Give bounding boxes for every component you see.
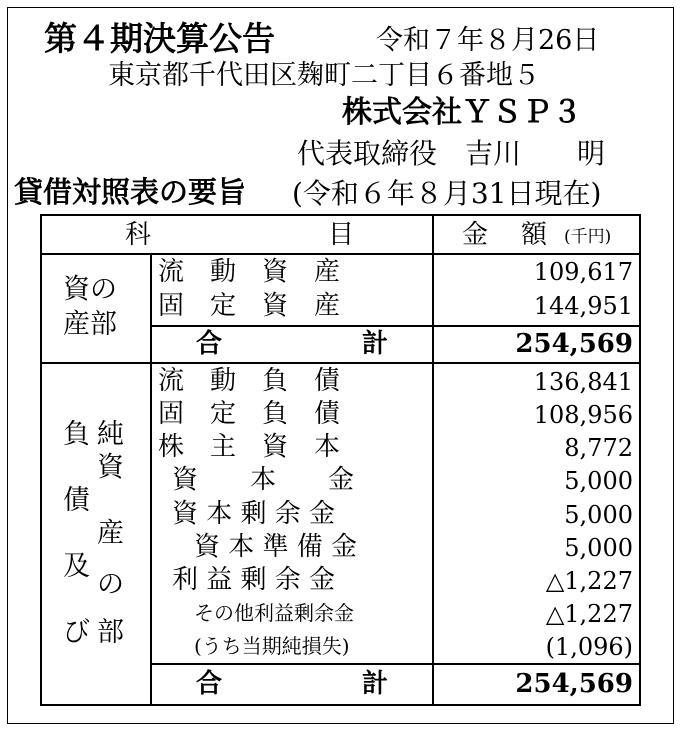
notice-date: 令和７年８月26日 <box>376 25 600 56</box>
liabilities-total-label-1: 合 <box>196 669 223 699</box>
amount-column-divider <box>432 216 434 704</box>
liability-row-value: (1,096) <box>545 633 633 661</box>
liability-row-value: △1,227 <box>545 567 633 595</box>
asset-row-label: 流 動 資 産 <box>158 257 341 287</box>
liabilities-total-label-2: 計 <box>362 669 389 699</box>
column-header-amount-2: 額 <box>521 220 548 250</box>
liability-row-label: 固 定 負 債 <box>158 399 341 429</box>
liabilities-label-col2: の <box>97 569 124 600</box>
liability-row-label: 資 本 準 備 金 <box>194 532 358 562</box>
liability-row-label: その他利益剰余金 <box>194 601 354 625</box>
liability-row-value: 5,000 <box>564 534 633 562</box>
liability-row-label: 利 益 剰 余 金 <box>172 565 336 595</box>
liabilities-label-col1: 及 <box>63 551 90 582</box>
liabilities-label-col2: 資 <box>97 452 124 483</box>
liability-row-label: 資 本 剰 余 金 <box>172 499 336 529</box>
liability-row-value: 108,956 <box>533 401 633 429</box>
assets-total-label-1: 合 <box>196 329 223 359</box>
column-header-item-2: 目 <box>328 220 355 250</box>
column-header-item-1: 科 <box>125 220 152 250</box>
summary-title: 貸借対照表の要旨 <box>14 175 247 209</box>
liability-row-value: 136,841 <box>533 368 633 396</box>
assets-total-value: 254,569 <box>515 329 633 359</box>
section-label-divider <box>150 254 152 704</box>
assets-total-label-2: 計 <box>362 329 389 359</box>
liabilities-total-value: 254,569 <box>515 669 633 699</box>
assets-section-label-2: 産部 <box>63 309 117 340</box>
assets-total-divider <box>151 325 640 327</box>
company-address: 東京都千代田区麹町二丁目６番地５ <box>108 60 540 91</box>
liability-row-label: 流 動 負 債 <box>158 366 341 396</box>
liabilities-label-col2: 産 <box>97 518 124 549</box>
liability-row-value: 5,000 <box>564 467 633 495</box>
representative: 代表取締役 吉川 明 <box>297 137 606 170</box>
liabilities-label-col1: 負 <box>63 419 90 450</box>
liabilities-label-col1: 債 <box>63 485 90 516</box>
liability-row-value: 5,000 <box>564 501 633 529</box>
notice-title: 第４期決算公告 <box>44 19 275 58</box>
company-name: 株式会社ＹＳＰ３ <box>342 95 582 130</box>
liability-row-label: 株 主 資 本 <box>158 432 341 462</box>
liabilities-label-col2: 純 <box>97 419 124 450</box>
unit-label: (千円) <box>564 227 612 247</box>
liabilities-label-col2: 部 <box>97 617 124 648</box>
asset-row-value: 109,617 <box>533 258 633 286</box>
liability-row-value: △1,227 <box>545 600 633 628</box>
liabilities-total-divider <box>151 663 640 665</box>
liabilities-label-col1: び <box>63 617 90 648</box>
liability-row-label: (うち当期純損失) <box>194 634 350 658</box>
section-divider <box>41 362 640 364</box>
asset-row-value: 144,951 <box>533 292 633 320</box>
summary-date: (令和６年８月31日現在) <box>292 177 602 210</box>
asset-row-label: 固 定 資 産 <box>158 291 341 321</box>
column-header-amount-1: 金 <box>462 220 489 250</box>
liability-row-value: 8,772 <box>564 434 633 462</box>
header-divider <box>41 253 640 255</box>
liability-row-label: 資 本 金 <box>172 465 355 495</box>
assets-section-label-1: 資の <box>63 274 117 305</box>
